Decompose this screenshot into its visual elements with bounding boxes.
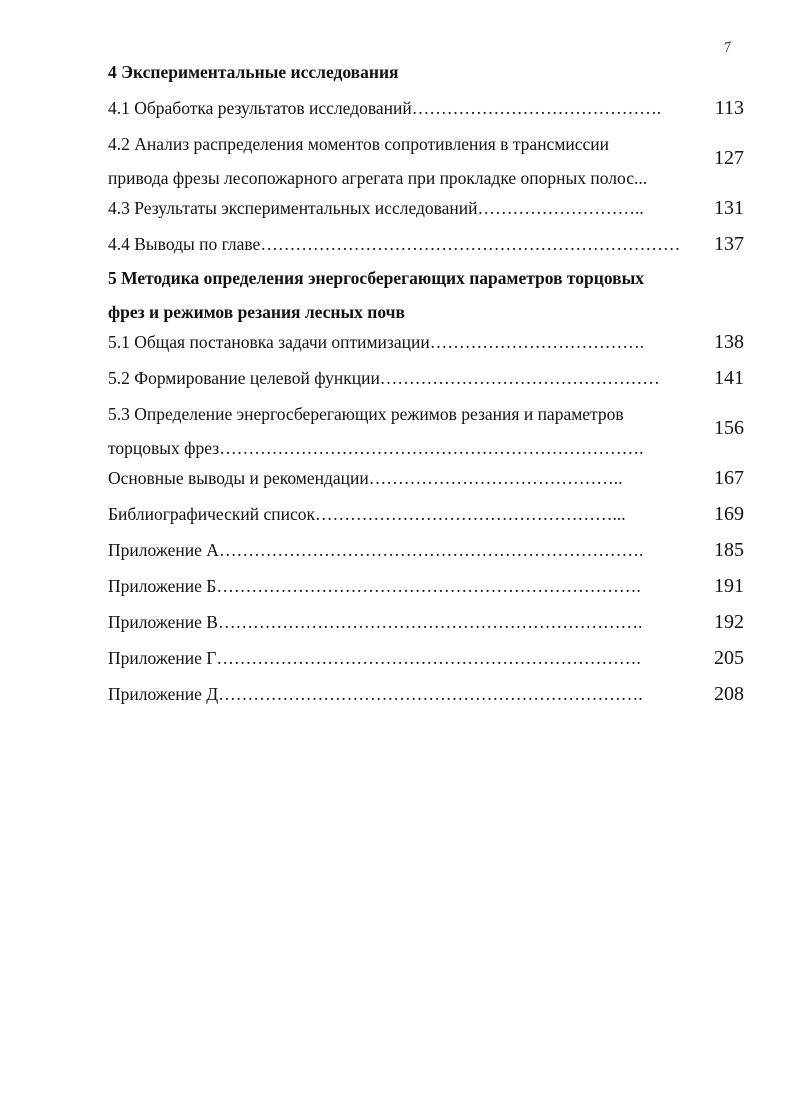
toc-entry-title-line-2: привода фрезы лесопожарного агрегата при прокладке опорных полос... (108, 168, 648, 188)
toc-entry-title: 4.4 Выводы по главе……………………………………………………………… (108, 234, 681, 254)
chapter-5-heading-line-2: фрез и режимов резания лесных почв (108, 302, 406, 322)
toc-entry-title: Приложение Г………………………………………………………………. (108, 648, 641, 668)
toc-entry-page: 191 (714, 575, 744, 597)
toc-entry-title-line-2: торцовых фрез………………………………………………………………. (108, 438, 644, 458)
toc-entry-title: Библиографический список……………………………………………... (108, 504, 626, 524)
toc-entry-title: Приложение Б………………………………………………………………. (108, 576, 641, 596)
toc-entry-page: 156 (714, 417, 744, 439)
toc-entry-page: 208 (714, 683, 744, 705)
toc-entry-page: 167 (714, 467, 744, 489)
toc-entry-page: 169 (714, 503, 744, 525)
toc-entry-page: 185 (714, 539, 744, 561)
toc-entry-page: 113 (714, 97, 744, 119)
chapter-5-heading-line-1: 5 Методика определения энергосберегающих параметров торцовых (108, 268, 645, 288)
handwritten-page-number: 7 (722, 39, 733, 57)
toc-entry-title: 5.2 Формирование целевой функции………………………………………… (108, 368, 660, 388)
toc-entry-page: 138 (714, 331, 744, 353)
chapter-4-heading: 4 Экспериментальные исследования (108, 62, 399, 82)
toc-entry-title: Приложение А………………………………………………………………. (108, 540, 644, 560)
toc-entry-page: 127 (714, 147, 744, 169)
toc-entry-title: 4.1 Обработка результатов исследований……………………………………. (108, 98, 662, 118)
toc-entry-title: Приложение Д………………………………………………………………. (108, 684, 643, 704)
toc-entry-title: 4.3 Результаты экспериментальных исследований……………………….. (108, 198, 644, 218)
toc-entry-title: Приложение В………………………………………………………………. (108, 612, 643, 632)
toc-entry-title-line-1: 5.3 Определение энергосберегающих режимов резания и параметров (108, 404, 624, 424)
toc-entry-title: 5.1 Общая постановка задачи оптимизации………………………………. (108, 332, 645, 352)
toc-entry-title-line-1: 4.2 Анализ распределения моментов сопротивления в трансмиссии (108, 134, 610, 154)
toc-entry-page: 141 (714, 367, 744, 389)
toc-entry-page: 192 (714, 611, 744, 633)
toc-entry-page: 137 (714, 233, 744, 255)
toc-entry-page: 205 (714, 647, 744, 669)
toc-entry-page: 131 (714, 197, 744, 219)
toc-entry-title: Основные выводы и рекомендации…………………………………….. (108, 468, 623, 488)
